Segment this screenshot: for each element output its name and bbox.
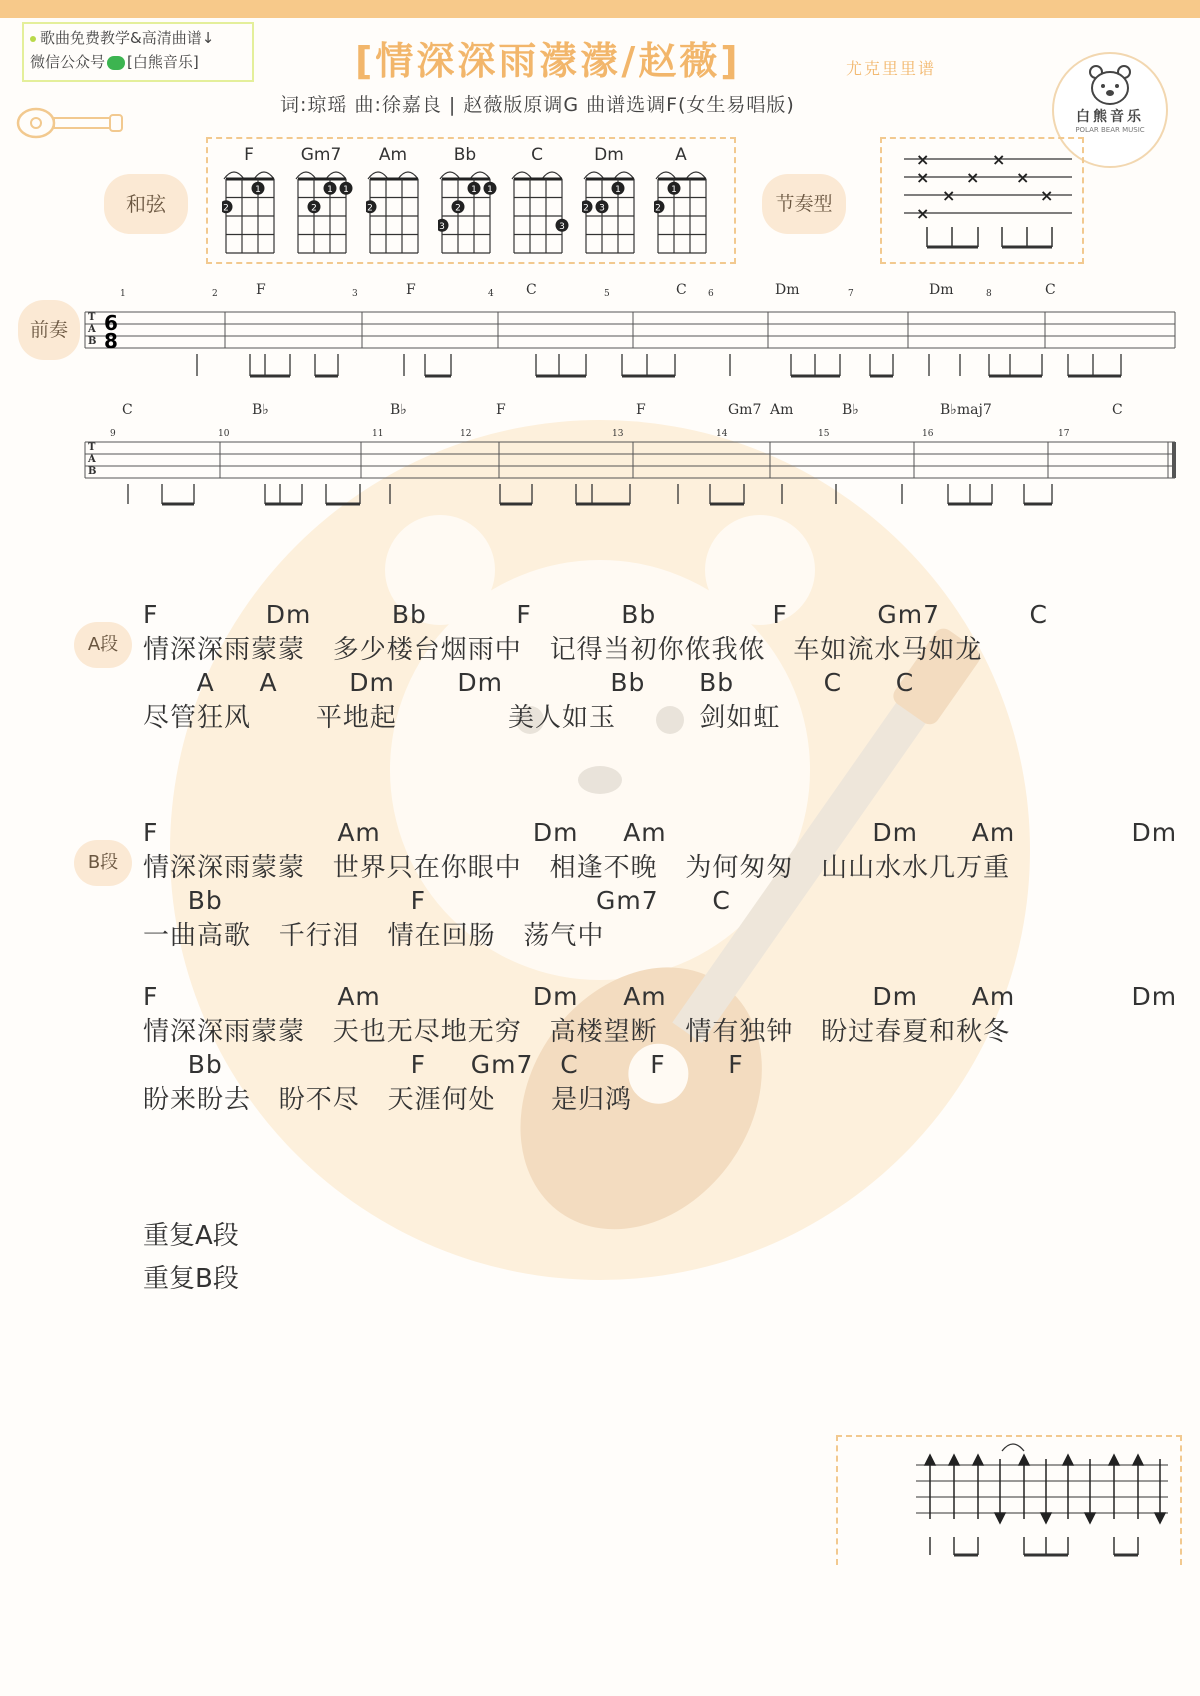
chord-diagram: [222, 167, 282, 257]
lyric-line: 情深深雨蒙蒙 世界只在你眼中 相逢不晚 为何匆匆 山山水水几万重: [143, 853, 1011, 883]
intro-chord-name: Am: [770, 402, 794, 418]
intro-chord-name: C: [526, 282, 537, 298]
svg-text:1: 1: [615, 184, 621, 195]
intro-chord-name: F: [256, 282, 266, 298]
chord-line: Bb F Gm7 C F F: [143, 1050, 744, 1079]
intro-chord-name: B♭: [842, 402, 859, 418]
svg-text:3: 3: [599, 203, 605, 214]
svg-text:3: 3: [559, 221, 565, 232]
svg-text:2: 2: [367, 203, 373, 214]
svg-text:×: ×: [942, 186, 956, 205]
measure-number: 2: [212, 289, 218, 299]
svg-text:1: 1: [487, 184, 493, 195]
promo-line-2a: 微信公众号: [30, 53, 106, 71]
intro-chord-name: C: [122, 402, 133, 418]
svg-text:2: 2: [311, 203, 317, 214]
svg-text:×: ×: [916, 168, 930, 187]
time-sig-bottom: 8: [104, 329, 118, 353]
measure-number: 1: [120, 289, 126, 299]
svg-text:2: 2: [455, 203, 461, 214]
svg-text:2: 2: [223, 203, 229, 214]
svg-text:2: 2: [655, 203, 661, 214]
intro-tab-staff-1: [80, 282, 1180, 392]
measure-number: 3: [352, 289, 358, 299]
chord-diagram-name: Am: [378, 145, 408, 165]
svg-text:1: 1: [671, 184, 677, 195]
section-b-label: [74, 840, 132, 886]
measure-number: 7: [848, 289, 854, 299]
logo-text-en: POLAR BEAR MUSIC: [1075, 126, 1145, 134]
measure-number: 17: [1058, 429, 1070, 439]
intro-chord-name: F: [496, 402, 506, 418]
chord-diagram-name: C: [531, 145, 543, 165]
chord-diagram-name: A: [675, 145, 687, 165]
chords-label-text: 和弦: [126, 192, 166, 216]
intro-chord-name: B♭maj7: [940, 402, 992, 418]
svg-text:T: T: [88, 442, 96, 453]
wechat-icon: [107, 56, 125, 70]
intro-chord-name: F: [636, 402, 646, 418]
measure-number: 5: [604, 289, 610, 299]
logo-text-cn: 白熊音乐: [1076, 109, 1144, 125]
intro-chord-name: C: [1112, 402, 1123, 418]
song-credits: 词:琼瑶 曲:徐嘉良 | 赵薇版原调G 曲谱选调F(女生易唱版): [280, 94, 795, 116]
repeat-instructions: [143, 1215, 239, 1295]
chord-diagram: [582, 167, 642, 257]
chord-diagram-name: F: [244, 145, 254, 165]
measure-number: 8: [986, 289, 992, 299]
intro-chord-name: B♭: [390, 402, 407, 418]
measure-number: 10: [218, 429, 230, 439]
measure-number: 4: [488, 289, 494, 299]
intro-chord-name: C: [676, 282, 687, 298]
promo-box: [22, 22, 254, 82]
intro-chord-name: B♭: [252, 402, 269, 418]
lyric-line: 一曲高歌 千行泪 情在回肠 荡气中: [143, 921, 605, 951]
rhythm-label: [762, 174, 846, 234]
svg-text:1: 1: [327, 184, 333, 195]
lyric-line: 情深深雨蒙蒙 天也无尽地无穷 高楼望断 情有独钟 盼过春夏和秋冬: [143, 1017, 1011, 1047]
svg-text:1: 1: [471, 184, 477, 195]
intro-chord-name: F: [406, 282, 416, 298]
time-sig-top: 6: [104, 311, 118, 335]
lyric-line: 情深深雨蒙蒙 多少楼台烟雨中 记得当初你侬我侬 车如流水马如龙: [143, 635, 983, 665]
svg-text:×: ×: [992, 150, 1006, 169]
svg-text:1: 1: [343, 184, 349, 195]
chord-diagram: [654, 167, 714, 257]
intro-label: [18, 300, 80, 360]
svg-text:×: ×: [1040, 186, 1054, 205]
measure-number: 14: [716, 429, 728, 439]
rhythm-pattern-diagram: [882, 139, 1082, 262]
repeat-a: 重复A段: [143, 1221, 239, 1251]
measure-number: 9: [110, 429, 116, 439]
chord-line: F Am Dm Am Dm Am Dm: [143, 818, 1178, 847]
chord-line: Bb F Gm7 C: [143, 886, 731, 915]
page-subtitle: 尤克里里谱: [846, 59, 937, 78]
lyric-line: 尽管狂风 平地起 美人如玉 剑如虹: [143, 703, 781, 733]
top-color-bar: [0, 0, 1200, 18]
measure-number: 6: [708, 289, 714, 299]
svg-text:×: ×: [966, 168, 980, 187]
section-a-label-text: A段: [87, 634, 119, 655]
intro-label-text: 前奏: [29, 319, 68, 341]
page-title: [情深深雨濛濛/赵薇]: [355, 39, 741, 83]
intro-chord-name: C: [1045, 282, 1056, 298]
svg-text:A: A: [88, 454, 96, 465]
svg-text:3: 3: [439, 221, 445, 232]
measure-number: 16: [922, 429, 934, 439]
chords-label: [104, 174, 188, 234]
chord-line: F Am Dm Am Dm Am Dm: [143, 982, 1178, 1011]
chord-line: F Dm Bb F Bb F Gm7 C: [143, 600, 1048, 629]
bullet-dot: [30, 36, 36, 42]
svg-text:B: B: [88, 466, 97, 477]
svg-text:×: ×: [916, 204, 930, 223]
svg-text:×: ×: [916, 150, 930, 169]
svg-text:T: T: [88, 312, 96, 323]
section-b-label-text: B段: [87, 852, 119, 873]
intro-chord-name: Gm7: [728, 402, 762, 418]
rhythm-pattern-box: [880, 137, 1084, 264]
chord-diagram: [510, 167, 570, 257]
measure-number: 11: [372, 429, 384, 439]
strum-pattern-diagram: [838, 1437, 1180, 1565]
chord-diagram: [438, 167, 498, 257]
chord-diagram: [366, 167, 426, 257]
chord-diagram: [294, 167, 354, 257]
rhythm-label-text: 节奏型: [775, 193, 833, 215]
chord-diagram-name: Dm: [594, 145, 624, 165]
measure-number: 15: [818, 429, 830, 439]
intro-chord-name: Dm: [775, 282, 800, 298]
strum-pattern-box: [836, 1435, 1182, 1565]
chord-diagram-name: Gm7: [300, 145, 342, 165]
lyric-line: 盼来盼去 盼不尽 天涯何处 是归鸿: [143, 1085, 633, 1115]
measure-number: 12: [460, 429, 472, 439]
measure-number: 13: [612, 429, 624, 439]
chord-diagram-box: [206, 137, 736, 264]
svg-text:A: A: [88, 324, 96, 335]
svg-text:×: ×: [1016, 168, 1030, 187]
intro-chord-name: Dm: [929, 282, 954, 298]
ukulele-head-icon: [14, 102, 124, 144]
section-b-block: [143, 818, 1177, 1116]
repeat-b: 重复B段: [143, 1264, 239, 1294]
promo-line-2b: [白熊音乐]: [127, 53, 199, 71]
polar-bear-icon: [1087, 64, 1133, 106]
chord-line: A A Dm Dm Bb Bb C C: [143, 668, 915, 697]
intro-tab-staff-2: [80, 400, 1180, 520]
chord-diagram-name: Bb: [453, 145, 477, 165]
svg-text:B: B: [88, 336, 97, 347]
svg-text:2: 2: [583, 203, 589, 214]
section-a-block: [143, 600, 1048, 734]
section-a-label: [74, 622, 132, 668]
svg-text:1: 1: [255, 184, 261, 195]
promo-line-1: 歌曲免费教学&高清曲谱↓: [40, 29, 215, 47]
